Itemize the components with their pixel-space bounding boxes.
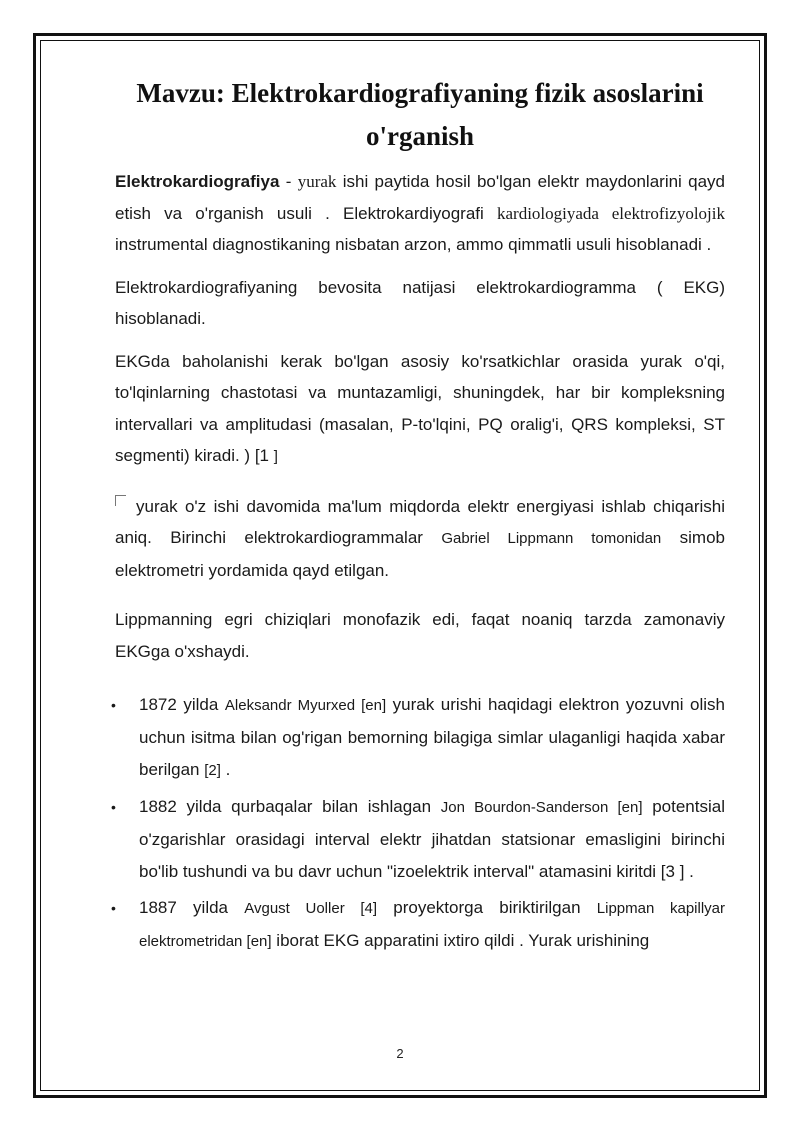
page-title: Mavzu: Elektrokardiografiyaning fizik asoslarini o'rganish <box>136 78 704 151</box>
link-gabriel-lippmann[interactable]: Gabriel Lippmann tomonidan <box>441 530 662 547</box>
history-list <box>111 689 725 958</box>
list-item <box>111 689 725 787</box>
text-segment: iborat EKG apparatini ixtiro qildi . Yurak urishining <box>271 931 650 950</box>
bullet-icon: • <box>111 900 116 916</box>
text-segment: 1882 yilda qurbaqalar bilan ishlagan <box>139 797 441 816</box>
link-aleksandr-myurxed[interactable]: Aleksandr Myurxed [en] <box>224 697 387 714</box>
link-jon-bourdon-sanderson[interactable]: Jon Bourdon-Sanderson [en] <box>440 799 643 816</box>
paragraph-definition <box>115 166 725 261</box>
paragraph-lippmann: Lippmanning egri chiziqlari monofazik edi, faqat noaniq tarzda zamonaviy EKGga o'xshaydi. <box>115 610 725 661</box>
reference-bracket: ] <box>273 448 278 465</box>
text-segment: yurak urishi haqidagi elektron yozuvni olish uchun isitma bilan og'rigan bemorning bilagiga simlar ulaganligi haqida xabar berilgan <box>139 695 725 779</box>
paragraph-indicators <box>115 346 725 473</box>
text-segment: simob elektrometri yordamida qayd etilgan. <box>115 528 725 580</box>
link-kardiologiya[interactable]: kardiologiyada elektrofizyolojik <box>497 203 725 223</box>
list-item <box>111 892 725 958</box>
list-item <box>111 791 725 888</box>
text-segment: instrumental diagnostikaning nisbatan arzon, ammo qimmatli usuli hisoblanadi . <box>115 235 712 254</box>
dash: - <box>279 172 298 191</box>
document-body <box>111 72 726 962</box>
link-yurak[interactable]: yurak <box>297 172 337 191</box>
text-segment: ishi paytida hosil bo'lgan elektr maydonlarini qayd etish va o'rganish usuli . Elektrokardiyografi <box>115 172 726 223</box>
paragraph-result: Elektrokardiografiyaning bevosita natijasi elektrokardiogramma ( EKG) hisoblanadi. <box>115 277 725 328</box>
text-segment: potentsial o'zgarishlar orasidagi interval elektr jihatdan statsionar emasligini birinchi bo'lib tushundi va bu davr uchun "izoelektrik interval" atamasini kiritdi [3 ] . <box>139 797 725 881</box>
link-avgust-uoller[interactable]: Avgust Uoller [4] <box>244 900 378 917</box>
bullet-icon: • <box>111 697 116 713</box>
checkbox-icon <box>115 495 126 506</box>
paragraph-history <box>115 491 725 587</box>
bullet-icon: • <box>111 799 116 815</box>
text-segment: 1887 yilda <box>139 898 245 917</box>
text-segment: proyektorga biriktirilgan <box>377 898 597 917</box>
term-elektrokardiografiya: Elektrokardiografiya <box>115 172 280 191</box>
text-segment: EKGda baholanishi kerak bo'lgan asosiy ko'rsatkichlar orasida yurak o'qi, to'lqinlarning chastotasi va muntazamligi, shuningdek, har bir kompleksning intervallari va amplitudasi (masalan, P-to'lqini, PQ oralig'i, QRS kompleksi, ST segmenti) kiradi. ) [1 <box>115 351 725 465</box>
page-number: 2 <box>396 1046 404 1061</box>
text-segment: yurak o'z ishi davomida ma'lum miqdorda elektr energiyasi ishlab chiqarishi aniq. Birinchi elektrokardiogrammalar <box>115 496 725 547</box>
text-segment: 1872 yilda <box>139 695 225 714</box>
text-segment: . <box>220 760 231 779</box>
reference-link[interactable]: [2] <box>204 762 221 779</box>
link-lippman-elektrometr[interactable]: Lippman kapillyar elektrometridan [en] <box>139 900 725 950</box>
